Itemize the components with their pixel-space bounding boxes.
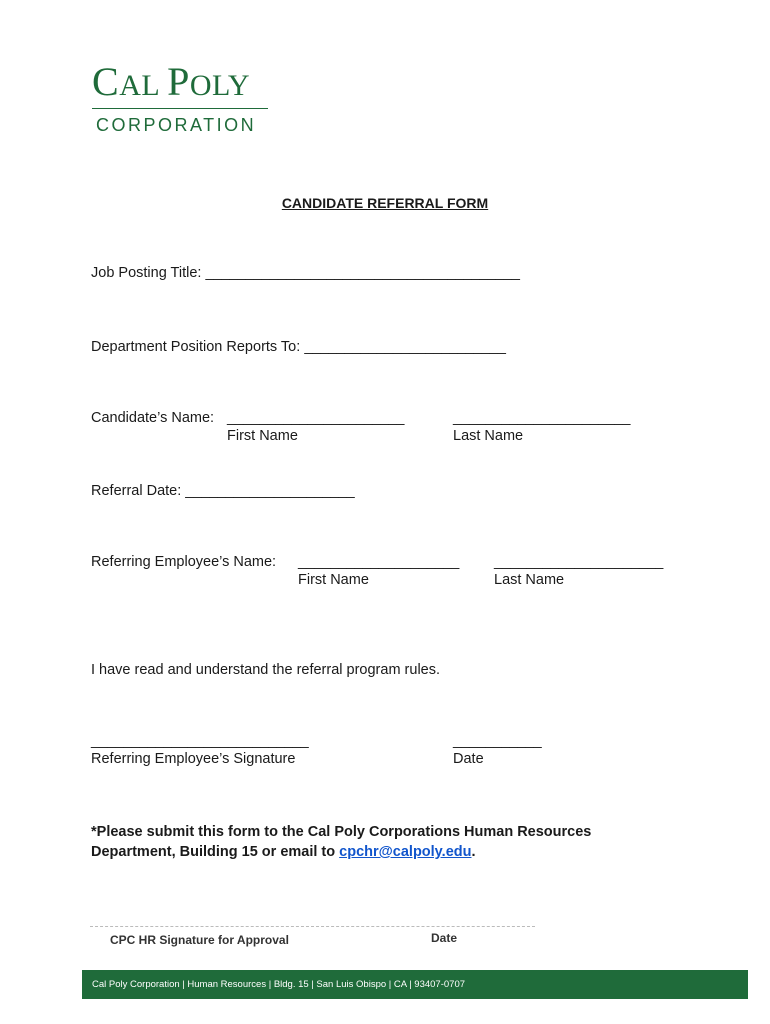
- referral-date-field[interactable]: _____________________: [185, 483, 355, 499]
- signature-field[interactable]: ___________________________: [91, 733, 309, 749]
- employee-last-name-caption: Last Name: [494, 572, 565, 588]
- referral-date-label: Referral Date:: [91, 483, 182, 499]
- employee-name-label: Referring Employee’s Name:: [91, 554, 277, 570]
- logo-wordmark: CAL POLY: [92, 59, 250, 104]
- footer-bar: [82, 970, 748, 999]
- employee-last-name-field[interactable]: _____________________: [494, 554, 664, 570]
- employee-first-name-caption: First Name: [298, 572, 369, 588]
- candidate-first-name-caption: First Name: [227, 428, 298, 444]
- form-title: CANDIDATE REFERRAL FORM: [281, 195, 489, 211]
- employee-first-name-field[interactable]: ____________________: [298, 554, 460, 570]
- cal-poly-corporation-logo: [92, 59, 270, 136]
- submission-note-line1: *Please submit this form to the Cal Poly Corporations Human Resources: [91, 824, 592, 840]
- signature-date-caption: Date: [453, 751, 484, 767]
- approval-signature-line[interactable]: [90, 926, 535, 927]
- logo-rule: [92, 108, 268, 109]
- submission-note-line2: Department, Building 15 or email to cpchr@calpoly.edu.: [91, 844, 476, 860]
- department-label: Department Position Reports To:: [91, 339, 301, 355]
- signature-date-field[interactable]: ___________: [453, 733, 542, 749]
- candidate-last-name-caption: Last Name: [453, 428, 524, 444]
- signature-caption: Referring Employee’s Signature: [91, 751, 296, 767]
- candidate-first-name-field[interactable]: ______________________: [227, 410, 405, 426]
- job-posting-field[interactable]: _______________________________________: [205, 265, 520, 281]
- hr-email-link[interactable]: cpchr@calpoly.edu: [339, 844, 472, 860]
- logo-subtitle: CORPORATION: [96, 115, 257, 135]
- approval-date-label: Date: [431, 931, 458, 945]
- job-posting-label: Job Posting Title:: [91, 265, 202, 281]
- candidate-last-name-field[interactable]: ______________________: [453, 410, 631, 426]
- department-row: [91, 339, 506, 355]
- job-posting-row: [91, 265, 520, 281]
- referral-date-row: [91, 483, 355, 499]
- footer-text: Cal Poly Corporation | Human Resources | Bldg. 15 | San Luis Obispo | CA | 93407-0707: [92, 979, 466, 990]
- submission-note: [91, 822, 591, 862]
- candidate-name-label: Candidate’s Name:: [91, 410, 215, 426]
- approval-signature-label: CPC HR Signature for Approval: [110, 933, 289, 947]
- department-field[interactable]: _________________________: [304, 339, 506, 355]
- acknowledgement-text: I have read and understand the referral program rules.: [91, 662, 441, 678]
